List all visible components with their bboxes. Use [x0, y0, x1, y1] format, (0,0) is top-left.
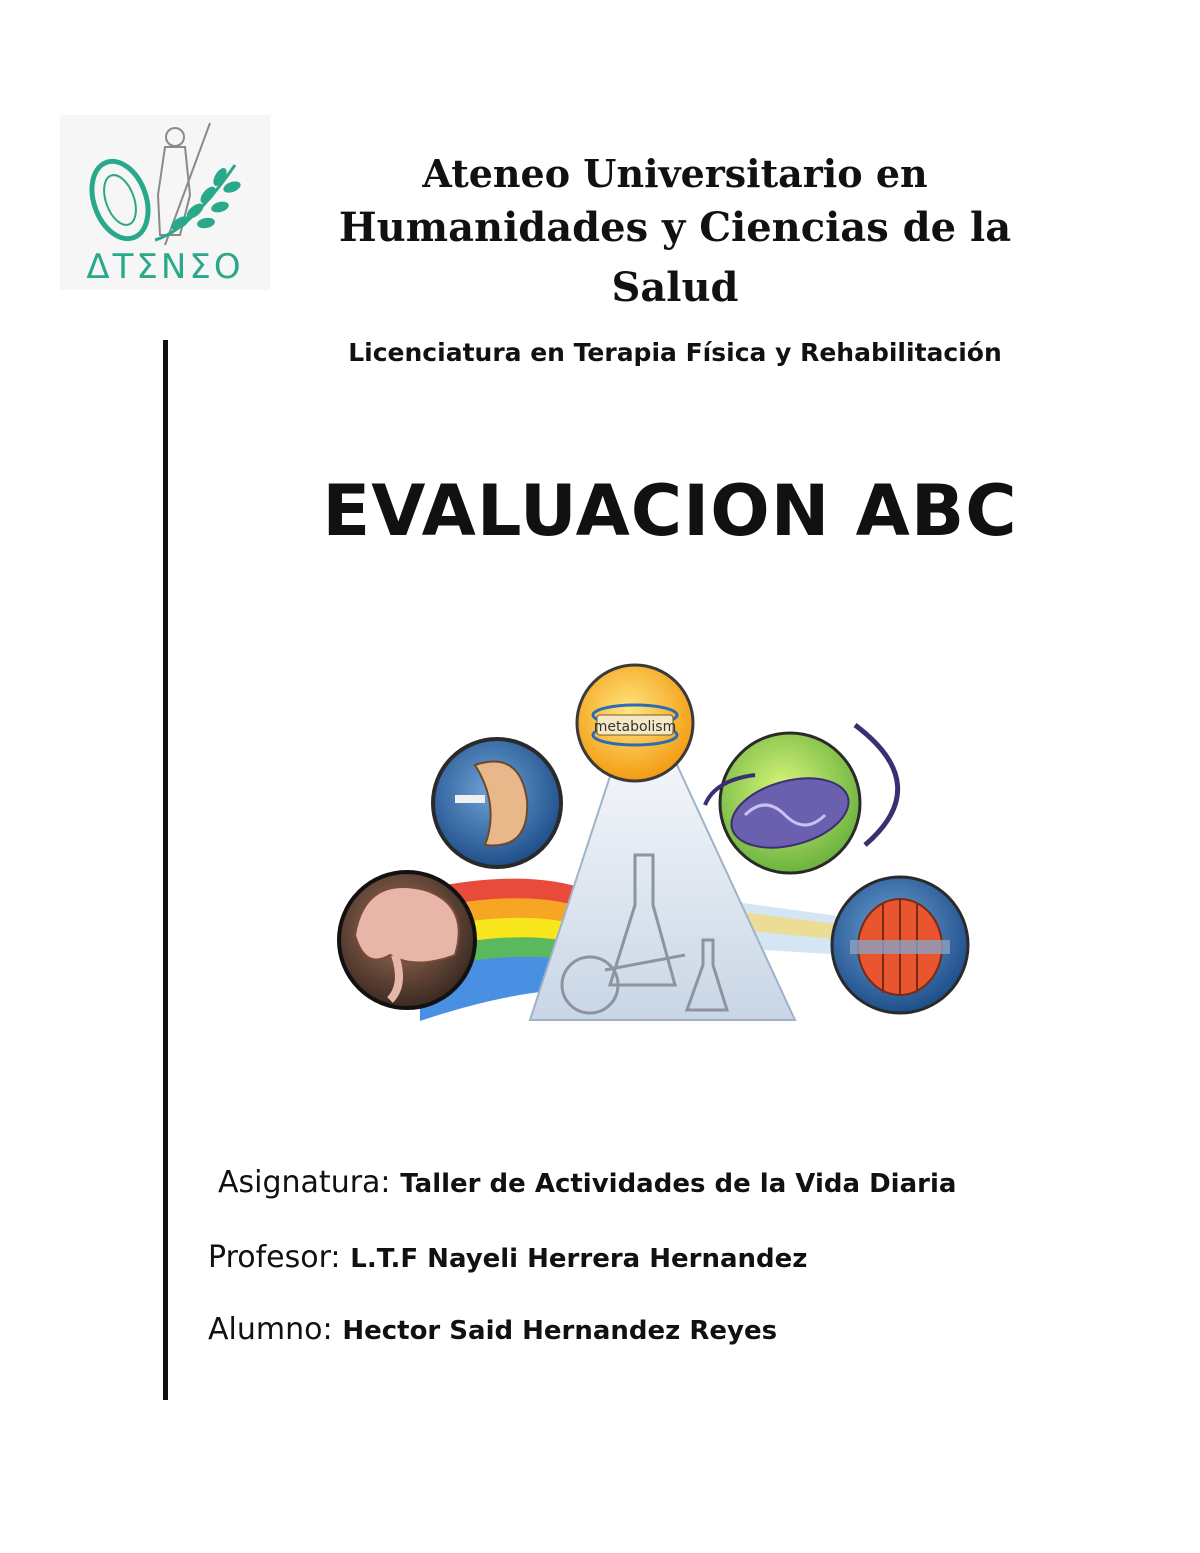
ateneo-logo — [60, 115, 270, 290]
student-row — [208, 1312, 777, 1347]
subject-row — [218, 1165, 956, 1200]
subject-label: Asignatura: — [218, 1165, 391, 1200]
subject-value: Taller de Actividades de la Vida Diaria — [400, 1169, 957, 1199]
teacher-label: Profesor: — [208, 1240, 341, 1275]
document-title: EVALUACION ABC — [322, 470, 1018, 552]
metabolism-label: metabolism — [593, 719, 677, 735]
institution-name — [290, 150, 1060, 318]
teacher-row — [208, 1240, 807, 1275]
student-label: Alumno: — [208, 1312, 333, 1347]
left-vertical-rule — [163, 340, 168, 1400]
logo-brand-text: ΔΤΣΝΣΟ — [86, 247, 244, 287]
teacher-value: L.T.F Nayeli Herrera Hernandez — [350, 1244, 808, 1274]
science-illustration — [335, 655, 980, 1035]
student-value: Hector Said Hernandez Reyes — [342, 1316, 778, 1346]
institution-line-1: Ateneo Universitario en — [422, 151, 928, 196]
program-name: Licenciatura en Terapia Física y Rehabilitación — [348, 338, 1002, 367]
institution-line-2: Humanidades y Ciencias de la Salud — [338, 204, 1012, 311]
